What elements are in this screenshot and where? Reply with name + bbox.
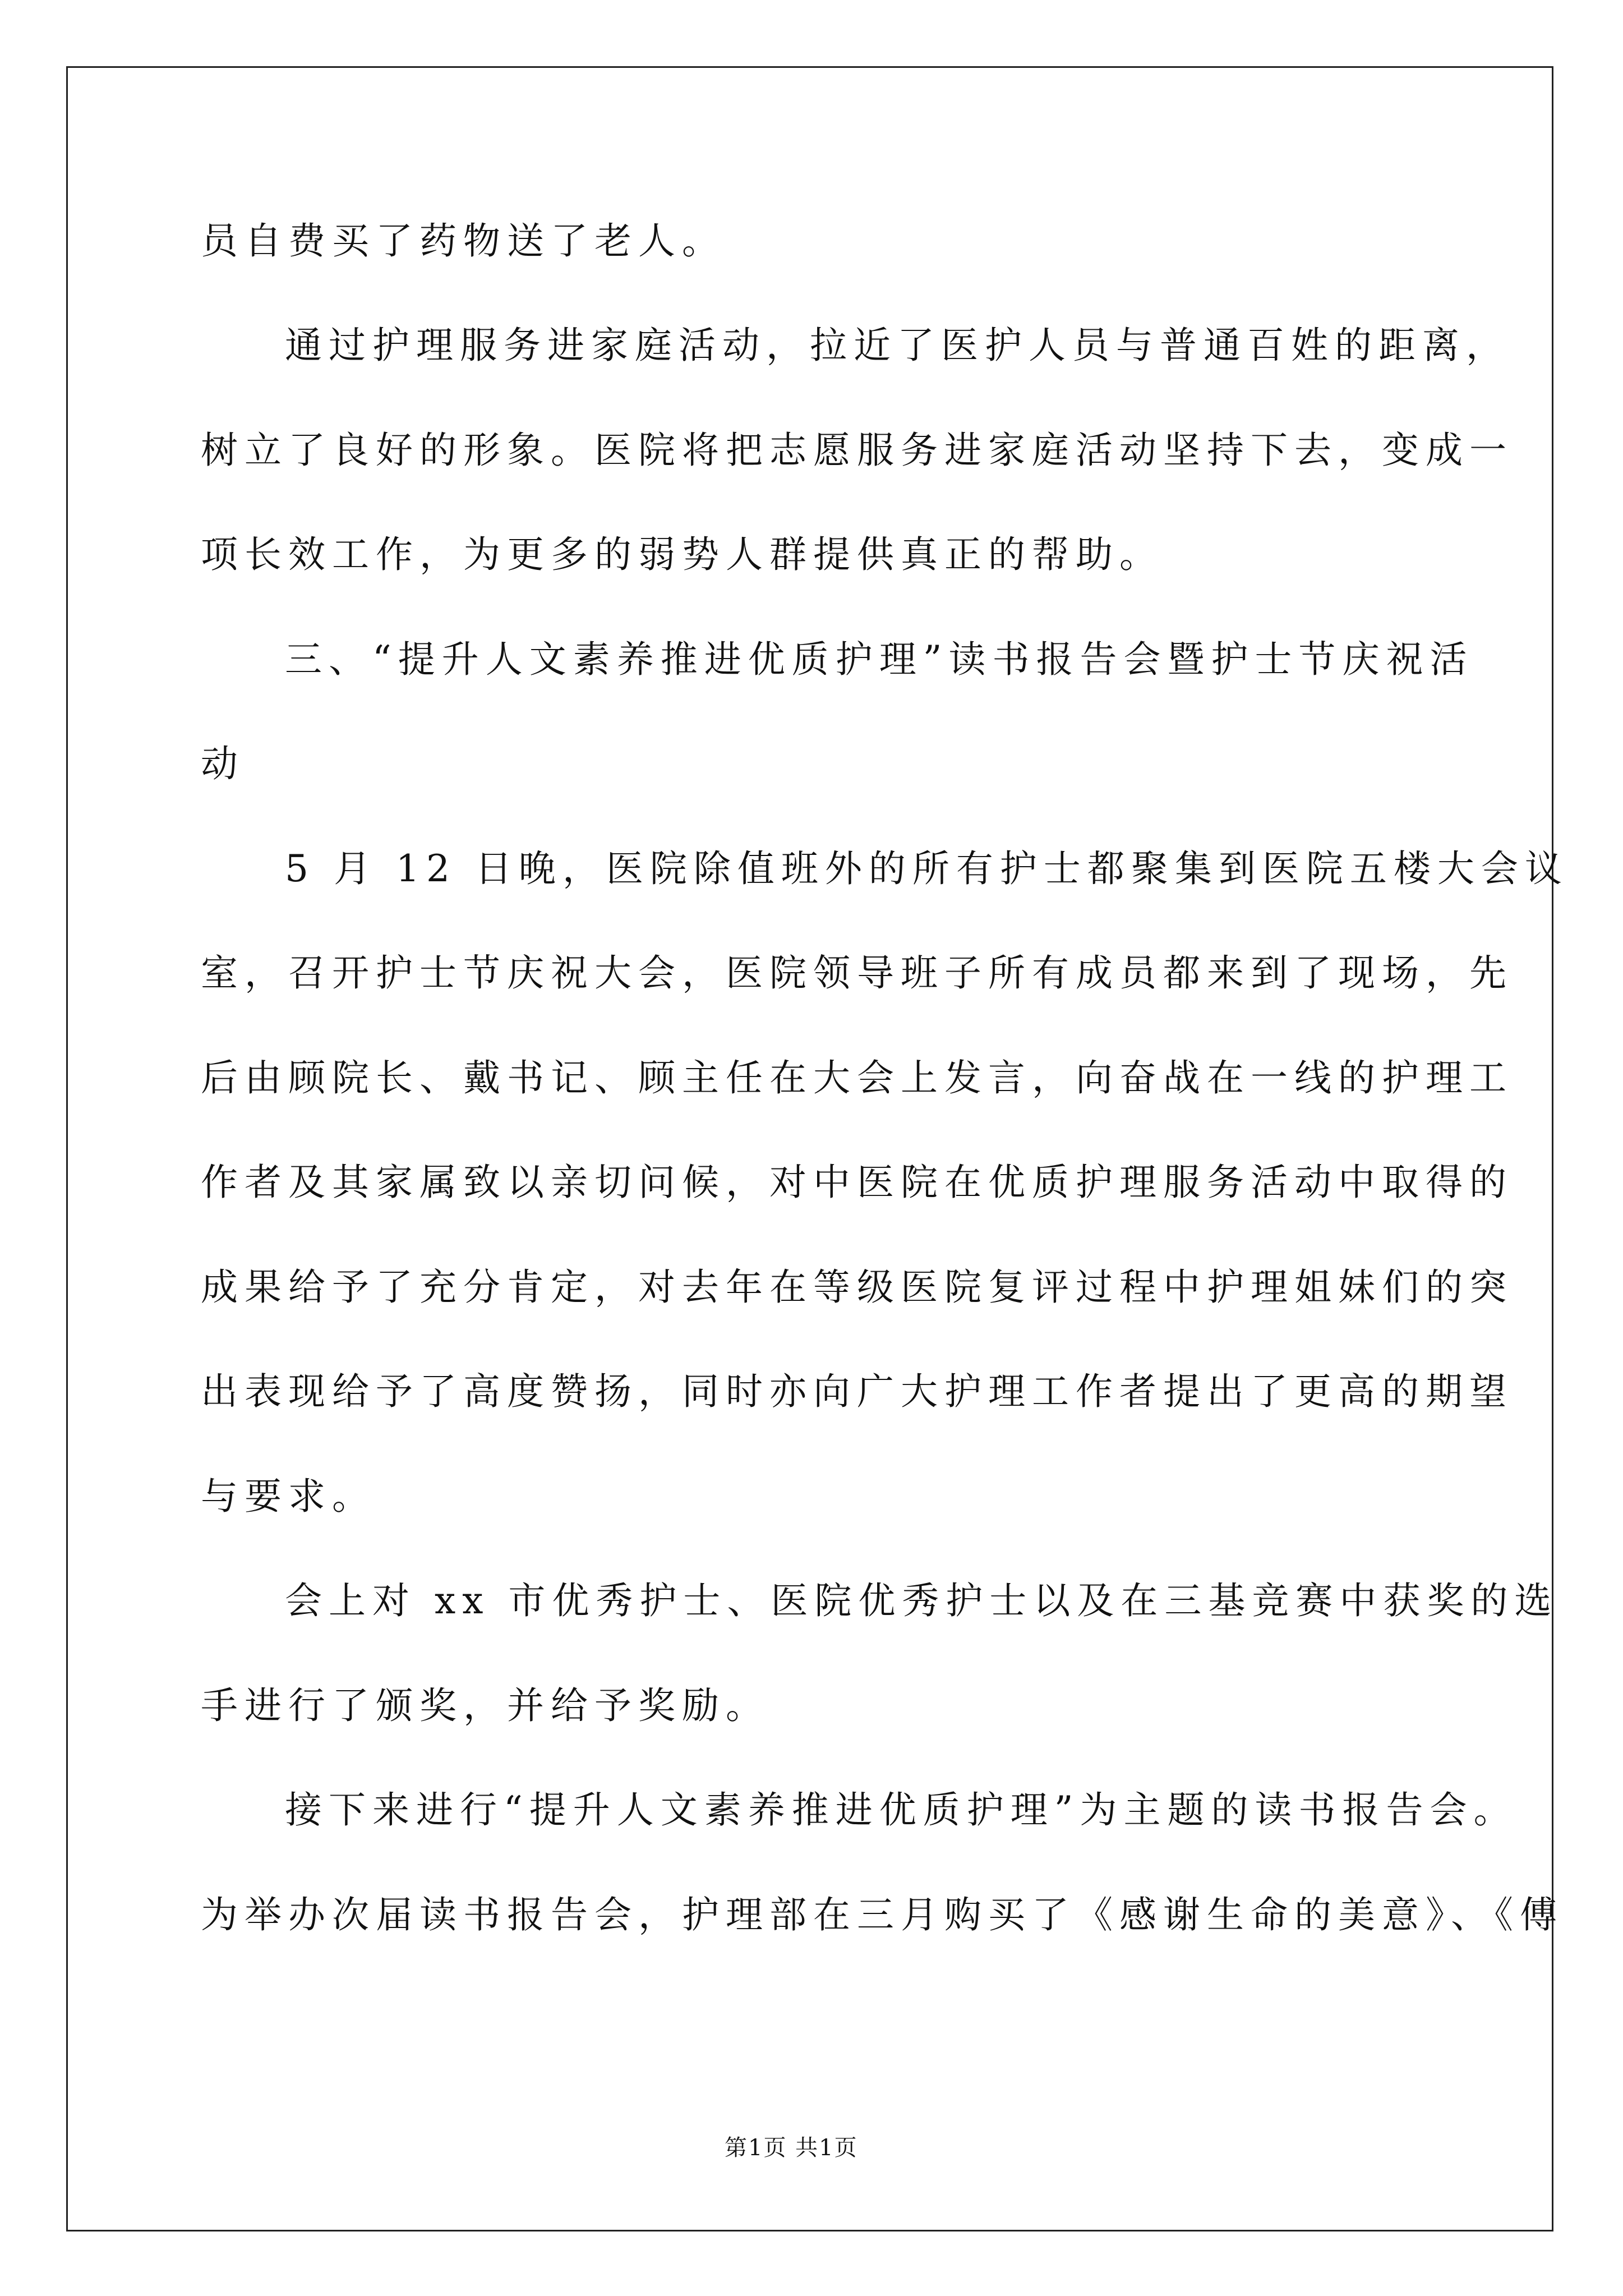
text-line-3: 树立了良好的形象。医院将把志愿服务进家庭活动坚持下去，变成一 [201, 429, 1513, 472]
text-line-9: 后由顾院长、戴书记、顾主任在大会上发言，向奋战在一线的护理工 [201, 1056, 1513, 1099]
text-line-14: 会上对 xx 市优秀护士、医院优秀护士以及在三基竞赛中获奖的选 [285, 1579, 1559, 1622]
page-number-footer: 第1页 共1页 [725, 2135, 858, 2161]
text-line-16: 接下来进行“提升人文素养推进优质护理”为主题的读书报告会。 [285, 1788, 1518, 1832]
text-line-4: 项长效工作，为更多的弱势人群提供真正的帮助。 [201, 533, 1163, 576]
text-line-10: 作者及其家属致以亲切问候，对中医院在优质护理服务活动中取得的 [201, 1161, 1513, 1204]
text-line-17: 为举办次届读书报告会，护理部在三月购买了《感谢生命的美意》、《傅 [201, 1893, 1564, 1936]
text-line-1: 员自费买了药物送了老人。 [201, 219, 726, 263]
text-line-12: 出表现给予了高度赞扬，同时亦向广大护理工作者提出了更高的期望 [201, 1370, 1513, 1413]
text-line-7: 5 月 12 日晚，医院除值班外的所有护士都聚集到医院五楼大会议 [285, 847, 1569, 890]
text-line-15: 手进行了颁奖，并给予奖励。 [201, 1684, 769, 1727]
text-line-5: 三、“提升人文素养推进优质护理”读书报告会暨护士节庆祝活 [285, 638, 1474, 681]
text-line-11: 成果给予了充分肯定，对去年在等级医院复评过程中护理姐妹们的突 [201, 1266, 1513, 1309]
text-line-13: 与要求。 [201, 1475, 376, 1518]
text-line-6: 动 [201, 742, 245, 785]
text-line-8: 室，召开护士节庆祝大会，医院领导班子所有成员都来到了现场，先 [201, 951, 1513, 995]
text-line-2: 通过护理服务进家庭活动，拉近了医护人员与普通百姓的距离， [285, 324, 1510, 367]
